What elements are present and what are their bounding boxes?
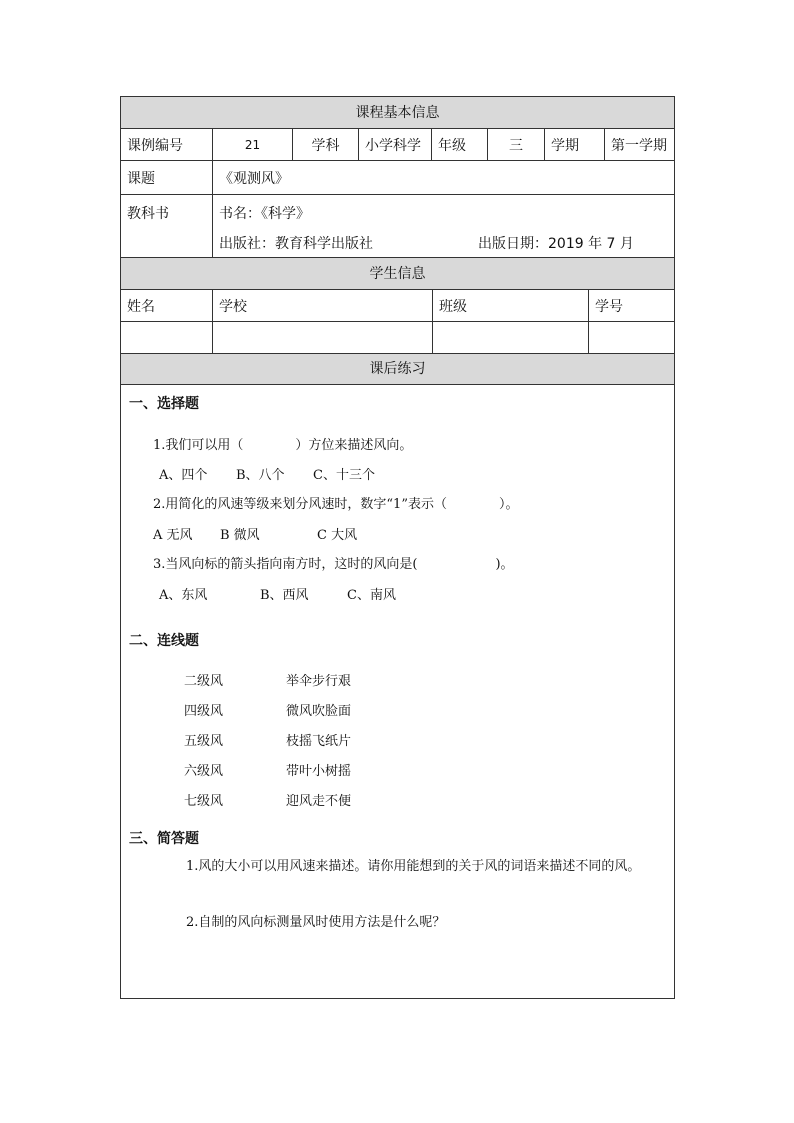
question-2: 2.用简化的风速等级来划分风速时，数字“1”表示（ ）。 bbox=[153, 497, 519, 512]
q2-option-b[interactable]: B 微风 bbox=[220, 528, 260, 543]
student-info-title: 学生信息 bbox=[369, 266, 426, 282]
student-label-row bbox=[121, 290, 674, 322]
match-right-1[interactable]: 举伞步行艰 bbox=[286, 674, 352, 689]
section-choice-title: 一、选择题 bbox=[129, 396, 199, 412]
class-label: 班级 bbox=[432, 290, 588, 321]
course-info-row bbox=[121, 129, 674, 161]
term-label: 学期 bbox=[544, 129, 604, 160]
q1-option-b[interactable]: B、八个 bbox=[236, 468, 285, 483]
section-matching-title: 二、连线题 bbox=[129, 633, 199, 649]
basic-info-title: 课程基本信息 bbox=[355, 105, 440, 121]
q3-option-c[interactable]: C、南风 bbox=[347, 588, 396, 603]
publish-date: 出版日期：2019 年 7 月 bbox=[478, 236, 634, 252]
match-right-2[interactable]: 微风吹脸面 bbox=[286, 704, 352, 719]
q1-option-a[interactable]: A、四个 bbox=[159, 468, 208, 483]
school-field[interactable] bbox=[212, 322, 432, 353]
course-no-label: 课例编号 bbox=[127, 137, 183, 154]
publisher: 出版社：教育科学出版社 bbox=[219, 236, 373, 252]
match-left-1[interactable]: 二级风 bbox=[184, 674, 224, 689]
name-label: 姓名 bbox=[127, 298, 155, 315]
q1-option-c[interactable]: C、十三个 bbox=[313, 468, 375, 483]
textbook-label: 教科书 bbox=[127, 206, 169, 222]
exercises-title: 课后练习 bbox=[369, 361, 426, 377]
term-value: 第一学期 bbox=[604, 129, 674, 160]
q3-option-b[interactable]: B、西风 bbox=[260, 588, 309, 603]
lesson-sheet bbox=[120, 96, 675, 999]
topic-row bbox=[121, 161, 674, 195]
q2-option-c[interactable]: C 大风 bbox=[317, 528, 358, 543]
match-right-5[interactable]: 迎风走不便 bbox=[286, 794, 352, 809]
grade-label: 年级 bbox=[431, 129, 487, 160]
match-left-4[interactable]: 六级风 bbox=[184, 764, 224, 779]
student-id-field[interactable] bbox=[588, 322, 674, 353]
textbook-row bbox=[121, 195, 674, 258]
student-value-row bbox=[121, 322, 674, 354]
topic-value: 《观测风》 bbox=[212, 161, 674, 194]
short-answer-2: 2.自制的风向标测量风时使用方法是什么呢？ bbox=[186, 915, 446, 930]
textbook-details bbox=[212, 195, 674, 257]
q2-option-a[interactable]: A 无风 bbox=[153, 528, 193, 543]
student-id-label: 学号 bbox=[588, 290, 674, 321]
question-3: 3.当风向标的箭头指向南方时，这时的风向是( )。 bbox=[153, 557, 514, 572]
student-info-header bbox=[121, 258, 674, 290]
subject-value: 小学科学 bbox=[358, 129, 431, 160]
section-short-answer-title: 三、简答题 bbox=[129, 831, 199, 847]
subject-label: 学科 bbox=[292, 129, 358, 160]
topic-label: 课题 bbox=[127, 170, 155, 187]
match-left-5[interactable]: 七级风 bbox=[184, 794, 224, 809]
class-field[interactable] bbox=[432, 322, 588, 353]
exercises-header bbox=[121, 354, 674, 385]
match-left-3[interactable]: 五级风 bbox=[184, 734, 224, 749]
school-label: 学校 bbox=[212, 290, 432, 321]
short-answer-1: 1.风的大小可以用风速来描述。请你用能想到的关于风的词语来描述不同的风。 bbox=[186, 859, 641, 874]
name-field[interactable] bbox=[121, 322, 212, 353]
book-name: 书名：《科学》 bbox=[219, 206, 310, 222]
match-right-3[interactable]: 枝摇飞纸片 bbox=[286, 734, 352, 749]
match-left-2[interactable]: 四级风 bbox=[184, 704, 224, 719]
exercises-body bbox=[121, 385, 674, 998]
course-no-value: 21 bbox=[212, 129, 292, 160]
q3-option-a[interactable]: A、东风 bbox=[159, 588, 208, 603]
match-right-4[interactable]: 带叶小树摇 bbox=[286, 764, 352, 779]
question-1: 1.我们可以用（ ）方位来描述风向。 bbox=[153, 438, 413, 453]
grade-value: 三 bbox=[487, 129, 544, 160]
basic-info-header bbox=[121, 97, 674, 129]
